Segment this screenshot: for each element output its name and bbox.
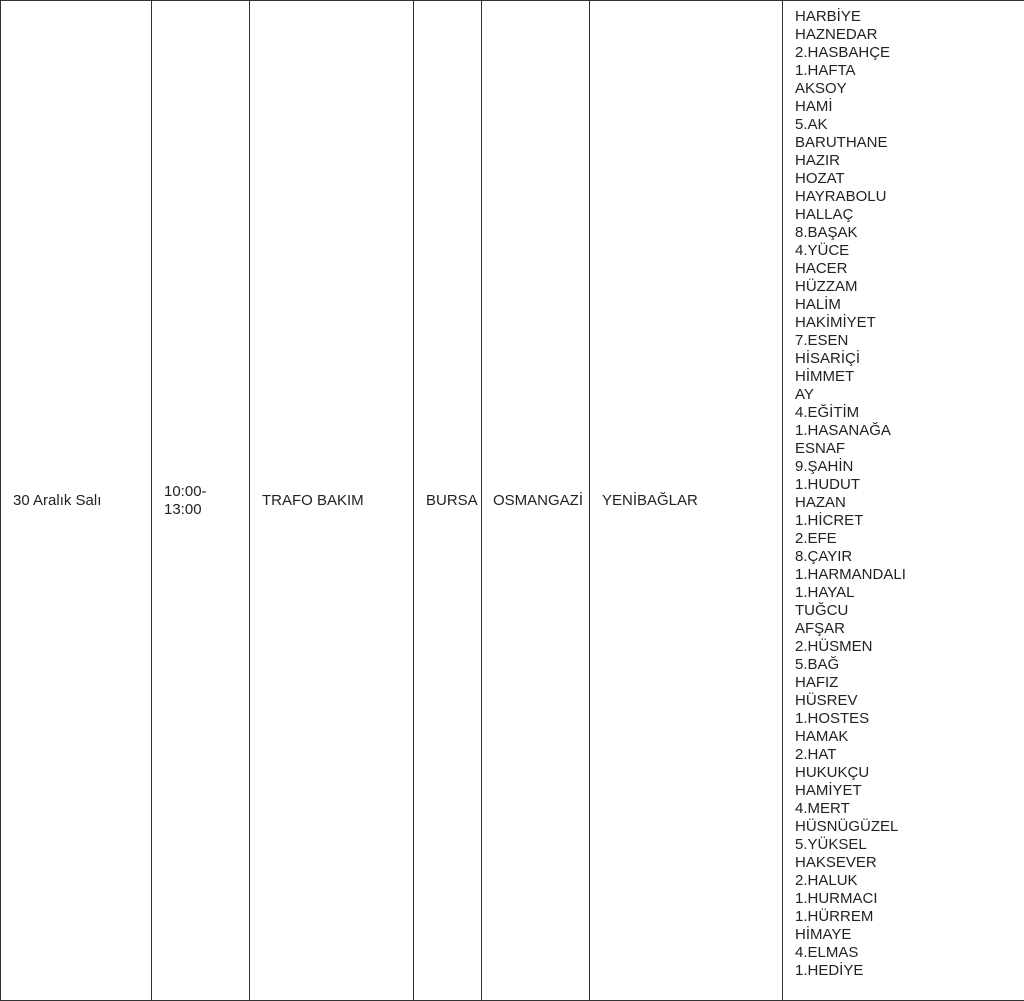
- street-item: BARUTHANE: [795, 134, 1012, 152]
- streets-cell: [783, 1, 1024, 1001]
- street-item: HÜSREV: [795, 692, 1012, 710]
- district-cell: OSMANGAZİ: [482, 1, 590, 1001]
- table-row: [1, 1, 1024, 1001]
- date-cell: 30 Aralık Salı: [1, 1, 152, 1001]
- street-list: [795, 8, 1012, 980]
- street-item: 1.HÜRREM: [795, 908, 1012, 926]
- street-item: HİMAYE: [795, 926, 1012, 944]
- street-item: 1.HEDİYE: [795, 962, 1012, 980]
- street-item: HAMAK: [795, 728, 1012, 746]
- street-item: HARBİYE: [795, 8, 1012, 26]
- time-cell: 10:00-13:00: [152, 1, 250, 1001]
- street-item: HAMİYET: [795, 782, 1012, 800]
- street-item: HÜZZAM: [795, 278, 1012, 296]
- street-item: 1.HOSTES: [795, 710, 1012, 728]
- street-item: 4.ELMAS: [795, 944, 1012, 962]
- street-item: 4.YÜCE: [795, 242, 1012, 260]
- neighborhood-cell: YENİBAĞLAR: [590, 1, 783, 1001]
- street-item: HAYRABOLU: [795, 188, 1012, 206]
- street-item: 5.YÜKSEL: [795, 836, 1012, 854]
- street-item: 1.HURMACI: [795, 890, 1012, 908]
- street-item: 2.EFE: [795, 530, 1012, 548]
- street-item: 7.ESEN: [795, 332, 1012, 350]
- street-item: TUĞCU: [795, 602, 1012, 620]
- street-item: 1.HUDUT: [795, 476, 1012, 494]
- street-item: 2.HALUK: [795, 872, 1012, 890]
- street-item: 4.EĞİTİM: [795, 404, 1012, 422]
- street-item: 8.ÇAYIR: [795, 548, 1012, 566]
- street-item: 1.HAYAL: [795, 584, 1012, 602]
- street-item: ESNAF: [795, 440, 1012, 458]
- street-item: 8.BAŞAK: [795, 224, 1012, 242]
- street-item: HAMİ: [795, 98, 1012, 116]
- street-item: 5.BAĞ: [795, 656, 1012, 674]
- street-item: HAKSEVER: [795, 854, 1012, 872]
- street-item: 2.HASBAHÇE: [795, 44, 1012, 62]
- street-item: HACER: [795, 260, 1012, 278]
- street-item: AFŞAR: [795, 620, 1012, 638]
- street-item: HAZNEDAR: [795, 26, 1012, 44]
- reason-cell: TRAFO BAKIM: [250, 1, 414, 1001]
- street-item: 2.HÜSMEN: [795, 638, 1012, 656]
- street-item: HOZAT: [795, 170, 1012, 188]
- street-item: HALLAÇ: [795, 206, 1012, 224]
- street-item: HAZIR: [795, 152, 1012, 170]
- street-item: 1.HARMANDALI: [795, 566, 1012, 584]
- street-item: 1.HAFTA: [795, 62, 1012, 80]
- street-item: AY: [795, 386, 1012, 404]
- street-item: HÜSNÜGÜZEL: [795, 818, 1012, 836]
- street-item: HAZAN: [795, 494, 1012, 512]
- street-item: 9.ŞAHİN: [795, 458, 1012, 476]
- street-item: HUKUKÇU: [795, 764, 1012, 782]
- street-item: 5.AK: [795, 116, 1012, 134]
- street-item: HİMMET: [795, 368, 1012, 386]
- street-item: 1.HASANAĞA: [795, 422, 1012, 440]
- street-item: AKSOY: [795, 80, 1012, 98]
- street-item: HİSARİÇİ: [795, 350, 1012, 368]
- street-item: HAKİMİYET: [795, 314, 1012, 332]
- street-item: 1.HİCRET: [795, 512, 1012, 530]
- street-item: HALİM: [795, 296, 1012, 314]
- street-item: 4.MERT: [795, 800, 1012, 818]
- street-item: 2.HAT: [795, 746, 1012, 764]
- province-cell: BURSA: [414, 1, 482, 1001]
- street-item: HAFIZ: [795, 674, 1012, 692]
